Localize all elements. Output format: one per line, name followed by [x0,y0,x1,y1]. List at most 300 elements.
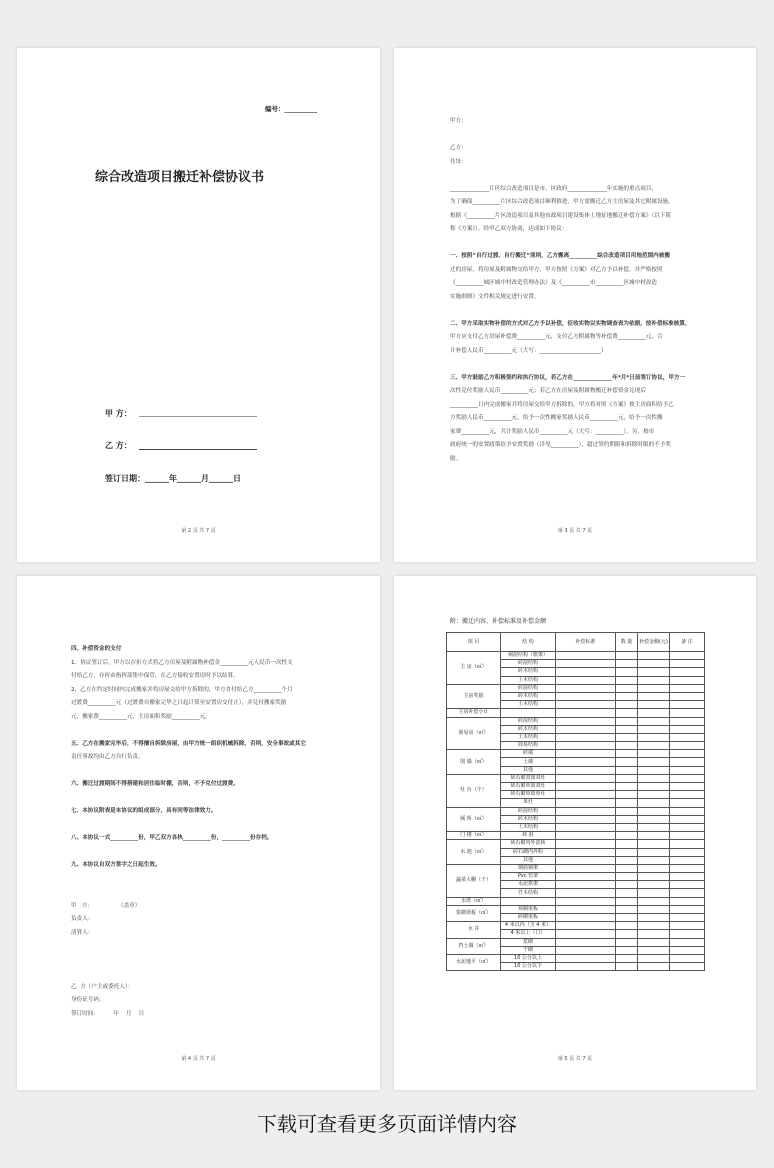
text-line: 计补偿人民币__________元（大写：______________________） [450,347,607,354]
table-empty-cell [616,930,638,938]
table-empty-cell [638,709,670,717]
table-empty-cell [638,783,670,791]
table-empty-cell [556,864,616,872]
table-structure-cell: 浆砌 [501,938,556,946]
table-empty-cell [556,660,616,668]
text-line: 责任事故均由乙方自行负责。 [71,754,144,760]
table-empty-cell [638,660,670,668]
table-empty-cell [638,742,670,750]
table-empty-cell [638,725,670,733]
table-caption: 附：搬迁内容、补偿标准及补偿金额 [450,618,547,625]
table-empty-cell [638,864,670,872]
table-structure-cell: 4 米以上（口） [501,930,556,938]
table-structure-cell: 砖石砌单筒双灶 [501,783,556,791]
text-line: 八、本协议一式__________份，甲乙双方各执__________份，__________份存档。 [71,835,273,841]
table-empty-cell [616,914,638,922]
table-structure-cell: 砖木结构 [501,725,556,733]
table-empty-cell [616,889,638,897]
table-structure-cell: 砖砌渠板 [501,914,556,922]
table-empty-cell [556,799,616,807]
table-empty-cell [556,856,616,864]
table-empty-cell [616,897,638,905]
table-empty-cell [556,922,616,930]
table-empty-cell [556,709,616,717]
sign-date: 签订日期：______年______月______日 [105,474,241,483]
table-empty-cell [616,840,638,848]
text-line: 负责人： [71,916,94,922]
table-empty-cell [616,832,638,840]
text-line [71,765,306,779]
text-line [71,886,306,900]
text-line: 清算人： [71,929,94,936]
table-category-cell: 挡土墙（㎡） [447,938,501,954]
text-line: 一、按照“自行过渡、自行搬迁”原则，乙方搬离__________综合改造项目用地范围内被搬 [450,253,670,259]
table-empty-cell [616,668,638,676]
table-empty-cell [669,660,704,668]
table-empty-cell [556,742,616,750]
table-empty-cell [638,832,670,840]
table-category-cell: 门 楼（㎡） [447,832,501,840]
table-empty-cell [638,823,670,831]
table-empty-cell [669,733,704,741]
table-empty-cell [616,709,638,717]
table-row [447,840,705,848]
table-empty-cell [669,725,704,733]
table-empty-cell [638,758,670,766]
text-line [71,967,306,981]
table-empty-cell [669,791,704,799]
table-header-cell: 备 注 [669,633,704,652]
table-category-cell: 主 房（㎡） [447,652,501,685]
table-empty-cell [669,881,704,889]
table-category-cell: 主房补偿小计 [447,709,501,717]
table-row [447,954,705,962]
table-empty-cell [556,684,616,692]
table-empty-cell [669,873,704,881]
table-empty-cell [638,922,670,930]
compensation-table [446,632,705,971]
text-line: 家费__________元，共计奖励人民币__________元（大写：__________）。另，按市 [450,428,655,435]
table-empty-cell [616,692,638,700]
table-category-cell: 灶 台（个） [447,774,501,807]
table-empty-cell [638,815,670,823]
table-category-cell: 主房奖励 [447,684,501,709]
table-empty-cell [669,750,704,758]
party-b-line [139,449,257,450]
table-structure-cell: Pvc 管架 [501,873,556,881]
text-line [71,954,306,968]
text-line: 甲方应支付乙方房屋补偿费__________元，支付乙方附属物等补偿费__________元，合 [450,334,663,340]
table-empty-cell [556,676,616,684]
text-line: ______________片区综合改造项目是市、区政府______________年实施的重点项目， [450,185,657,192]
text-line: 四、补偿资金的支付 [71,646,122,652]
table-empty-cell [616,946,638,954]
party-b-label: 乙 方： [105,441,132,450]
table-empty-cell [616,938,638,946]
table-empty-cell [669,717,704,725]
table-empty-cell [638,914,670,922]
text-line: 六、搬迁过渡期间不得搭建和居住临时棚，否则，不予兑付过渡费。 [71,781,239,787]
agreement-text-2 [71,616,306,1048]
table-empty-cell [638,652,670,660]
table-category-cell: 浆砌渠板（㎡） [447,905,501,921]
table-structure-cell: 土木结构 [501,823,556,831]
table-empty-cell [669,897,704,905]
text-line [71,792,306,806]
table-empty-cell [638,856,670,864]
table-structure-cell: 砖木结构 [501,668,556,676]
table-category-cell: 简易房（㎡） [447,717,501,750]
table-empty-cell [638,946,670,954]
table-empty-cell [638,766,670,774]
table-empty-cell [556,889,616,897]
table-empty-cell [638,938,670,946]
table-empty-cell [616,676,638,684]
table-empty-cell [556,692,616,700]
table-empty-cell [616,758,638,766]
table-row [447,864,705,872]
table-structure-cell: 砖木结构 [501,815,556,823]
text-line: 迁的房屋，将房屋及附属物交给甲方，甲方按照《方案》对乙方予以补偿，并严格按照 [450,266,663,273]
table-empty-cell [556,963,616,971]
text-line: 励。 [450,455,462,462]
table-empty-cell [669,954,704,962]
text-line: 付给乙方，存折由指挥部集中保管，在乙方接收安置房时予以结算。 [71,673,239,679]
table-empty-cell [638,799,670,807]
table-empty-cell [556,733,616,741]
table-empty-cell [556,832,616,840]
table-empty-cell [556,823,616,831]
text-line: 次性兑付奖励人民币__________元；若乙方在房屋及附属物搬迁补偿资金兑现后 [450,388,646,394]
table-empty-cell [616,701,638,709]
table-structure-cell: 砖石砌双筒双灶 [501,774,556,782]
party-a-line [139,416,257,417]
table-empty-cell [638,905,670,913]
table-empty-cell [556,652,616,660]
table-row [447,684,705,692]
table-empty-cell [616,791,638,799]
table-empty-cell [556,791,616,799]
table-empty-cell [669,914,704,922]
table-category-cell: 围 墙（㎡） [447,750,501,775]
table-empty-cell [669,922,704,930]
table-empty-cell [669,905,704,913]
page-compensation-table [394,576,756,1090]
table-structure-cell: 砖墙 [501,750,556,758]
text-line: 过渡费__________元（过渡费自搬家完毕之日起计算至安置房交付止），并兑付搬家奖励 [71,700,287,706]
table-row [447,717,705,725]
table-empty-cell [556,873,616,881]
table-empty-cell [616,652,638,660]
page-number: 第 4 页 共 7 页 [181,1056,216,1062]
text-line: __________日内完成搬家并将房屋交给甲方拆除的，甲方将对照《方案》按主房面积给予乙 [450,401,674,408]
table-empty-cell [556,783,616,791]
table-category-cell: 水塔（㎡） [447,897,501,905]
text-line [71,846,306,860]
table-structure-cell: 土墙 [501,758,556,766]
table-empty-cell [669,783,704,791]
table-structure-cell: 砖石砌单筒单灶 [501,791,556,799]
table-empty-cell [556,774,616,782]
table-empty-cell [638,963,670,971]
table-structure-cell [501,897,556,905]
table-structure-cell: 土木结构 [501,733,556,741]
party-a-label: 甲 方： [105,409,132,418]
text-line [71,873,306,887]
table-empty-cell [616,823,638,831]
text-line: 根据《__________片区改造项目及其他市政项目建设集体土地征地搬迁补偿方案》（以下简 [450,212,671,219]
table-empty-cell [556,668,616,676]
table-category-cell: 水 井 [447,922,501,938]
table-category-cell: 厕 所（㎡） [447,807,501,832]
table-empty-cell [638,840,670,848]
table-category-cell: 蔬菜大棚（个） [447,864,501,897]
table-empty-cell [669,823,704,831]
table-empty-cell [616,905,638,913]
page-number: 第 2 页 共 7 页 [181,528,216,534]
table-empty-cell [638,873,670,881]
table-empty-cell [556,717,616,725]
table-empty-cell [638,954,670,962]
table-structure-cell: 砖 混 [501,832,556,840]
table-header-cell: 补偿金额(元) [638,633,670,652]
table-structure-cell: 竹木结构 [501,889,556,897]
table-empty-cell [556,701,616,709]
table-row [447,938,705,946]
table-category-cell: 水泥地平（㎡） [447,954,501,970]
table-empty-cell [556,946,616,954]
table-empty-cell [638,676,670,684]
table-empty-cell [616,783,638,791]
text-line: 甲 方： （盖章） [71,902,141,909]
table-empty-cell [669,946,704,954]
table-structure-cell: 钢筋钢架 [501,864,556,872]
table-empty-cell [556,758,616,766]
document-title: 综合改造项目搬迁补偿协议书 [95,170,265,185]
text-line: 实施细则》文件相关规定进行安置。 [450,293,540,300]
table-empty-cell [638,897,670,905]
table-empty-cell [638,881,670,889]
table-empty-cell [616,766,638,774]
table-empty-cell [669,807,704,815]
table-empty-cell [669,692,704,700]
table-structure-cell: 10 公分以下 [501,963,556,971]
text-line: 二、甲方采取实物补偿的方式对乙方予以补偿，征收实物以实物调查表为依据，按补偿标准核算， [450,320,691,327]
table-structure-cell: 单灶 [501,799,556,807]
table-empty-cell [669,758,704,766]
table-empty-cell [556,938,616,946]
table-empty-cell [556,750,616,758]
table-empty-cell [616,733,638,741]
text-line: 乙方： [450,145,467,151]
text-line: 身份证号码： [71,997,105,1003]
table-category-cell: 水 池（㎡） [447,840,501,865]
page-number: 第 5 页 共 7 页 [557,1056,593,1062]
agreement-text-1 [450,88,691,493]
table-empty-cell [556,954,616,962]
table-structure-cell: 砖石砌内外粉 [501,848,556,856]
text-line: 为了确保__________片区综合改造项目顺利推进，甲方需搬迁乙方主房屋及其它附属设施。 [450,199,674,205]
table-empty-cell [638,848,670,856]
table-structure-cell: 10 公分以上 [501,954,556,962]
table-empty-cell [638,750,670,758]
table-empty-cell [669,684,704,692]
text-line [71,724,306,738]
table-empty-cell [669,774,704,782]
table-empty-cell [638,930,670,938]
table-empty-cell [669,889,704,897]
table-structure-cell: 土木结构 [501,701,556,709]
table-empty-cell [669,938,704,946]
text-line: 住址： [450,158,467,165]
table-empty-cell [669,742,704,750]
table-empty-cell [556,897,616,905]
table-empty-cell [556,725,616,733]
table-row [447,709,705,717]
table-empty-cell [616,660,638,668]
table-structure-cell: 砖木结构 [501,692,556,700]
table-structure-cell: 4 米以内（含 4 米） [501,922,556,930]
table-empty-cell [669,652,704,660]
table-empty-cell [638,692,670,700]
table-empty-cell [669,963,704,971]
text-line: 《__________城区城中村改造管理办法》及《__________市__________区城中村改造 [450,280,657,286]
table-empty-cell [556,815,616,823]
table-empty-cell [616,750,638,758]
text-line: 乙 方（户主或委托人）： [71,983,134,990]
table-empty-cell [556,807,616,815]
table-header-cell: 补偿标准 [556,633,616,652]
table-structure-cell: 砖混结构 [501,660,556,668]
table-empty-cell [616,815,638,823]
table-empty-cell [616,881,638,889]
table-structure-cell: 土木结构 [501,676,556,684]
text-line [450,169,691,183]
text-line: 1、协议签订后，甲方以存折方式将乙方房屋及附属物补偿金__________元人民币一次性支 [71,659,293,666]
table-empty-cell [616,954,638,962]
table-row [447,652,705,660]
table-empty-cell [638,807,670,815]
table-empty-cell [638,733,670,741]
text-line: 2、乙方在约定时间内完成搬家并将房屋交给甲方拆除的，甲方直付给乙方__________个月 [71,686,293,693]
table-empty-cell [616,717,638,725]
table-empty-cell [669,799,704,807]
text-line [450,129,691,143]
table-empty-cell [669,856,704,864]
text-line [450,358,691,372]
text-line: 称《方案》），经甲乙双方协商，达成如下协议： [450,226,568,232]
table-empty-cell [669,840,704,848]
table-row [447,832,705,840]
table-structure-cell: 水泥拱架 [501,881,556,889]
table-row [447,905,705,913]
table-empty-cell [616,684,638,692]
table-structure-cell: 干砌 [501,946,556,954]
text-line: 签订时间： 年 月 日 [71,1010,145,1017]
table-empty-cell [616,856,638,864]
table-empty-cell [669,864,704,872]
table-empty-cell [669,766,704,774]
table-empty-cell [616,725,638,733]
text-line: 七、本协议附表是本协议的组成部分，具有同等法律效力。 [71,808,217,814]
table-empty-cell [638,889,670,897]
table-empty-cell [616,922,638,930]
table-structure-cell: 砖石砌内外瓷砖 [501,840,556,848]
text-line: 九、本协议自双方签字之日起生效。 [71,862,161,868]
text-line: 五、乙方在搬家完毕后，不得擅自拆除房屋，由甲方统一组织机械拆除，否则，安全事故或其它 [71,740,306,747]
table-empty-cell [638,774,670,782]
table-empty-cell [556,905,616,913]
text-line [71,940,306,954]
table-row [447,807,705,815]
table-empty-cell [616,963,638,971]
text-line [71,819,306,833]
table-structure-cell: 砖混结构 [501,807,556,815]
text-line: 元，搬家费__________元，主房面积奖励__________元。 [71,713,211,720]
table-empty-cell [556,914,616,922]
text-line [450,304,691,318]
table-empty-cell [669,668,704,676]
serial-number: 编号：__________ [265,105,317,113]
table-structure-cell [501,709,556,717]
table-structure-cell: 预制渠板 [501,905,556,913]
page-agreement-1 [394,48,756,562]
table-structure-cell: 砖混结构 [501,684,556,692]
table-header-cell: 项 目 [447,633,501,652]
text-line: 三、甲方鼓励乙方积极签约和执行协议，若乙方在______________年*月*日前签订协议，甲方一 [450,374,686,381]
table-header-cell: 结 构 [501,633,556,652]
table-empty-cell [638,701,670,709]
table-row [447,774,705,782]
table-empty-cell [556,848,616,856]
table-structure-cell: 其他 [501,766,556,774]
table-structure-cell: 钢混结构（框架） [501,652,556,660]
table-empty-cell [616,799,638,807]
table-empty-cell [669,815,704,823]
table-empty-cell [638,791,670,799]
table-empty-cell [638,668,670,676]
text-line: 甲方： [450,118,467,124]
text-line [450,237,691,251]
table-empty-cell [669,709,704,717]
table-empty-cell [616,774,638,782]
table-header-cell: 数 量 [616,633,638,652]
table-header-row [447,633,705,652]
page-agreement-2 [17,576,380,1090]
table-empty-cell [669,832,704,840]
table-structure-cell: 简易结构 [501,742,556,750]
table-structure-cell: 其他 [501,856,556,864]
table-empty-cell [556,881,616,889]
text-line: 方奖励人民币__________元，给予一次性搬家奖励人民币__________元，给予一次性搬 [450,415,663,421]
download-hint: 下载可查看更多页面详情内容 [257,1112,517,1136]
table-empty-cell [556,840,616,848]
table-empty-cell [616,864,638,872]
table-empty-cell [616,873,638,881]
table-empty-cell [616,807,638,815]
table-empty-cell [556,766,616,774]
table-row [447,922,705,930]
table-empty-cell [669,701,704,709]
table-empty-cell [669,676,704,684]
table-row [447,897,705,905]
text-line: 政府统一的安置政策给予安置奖励（详见__________），超过签约期限和拆除时限的不予奖 [450,442,671,448]
table-empty-cell [638,684,670,692]
table-empty-cell [616,742,638,750]
page-cover [17,48,380,562]
table-empty-cell [616,848,638,856]
table-structure-cell: 砖混结构 [501,717,556,725]
